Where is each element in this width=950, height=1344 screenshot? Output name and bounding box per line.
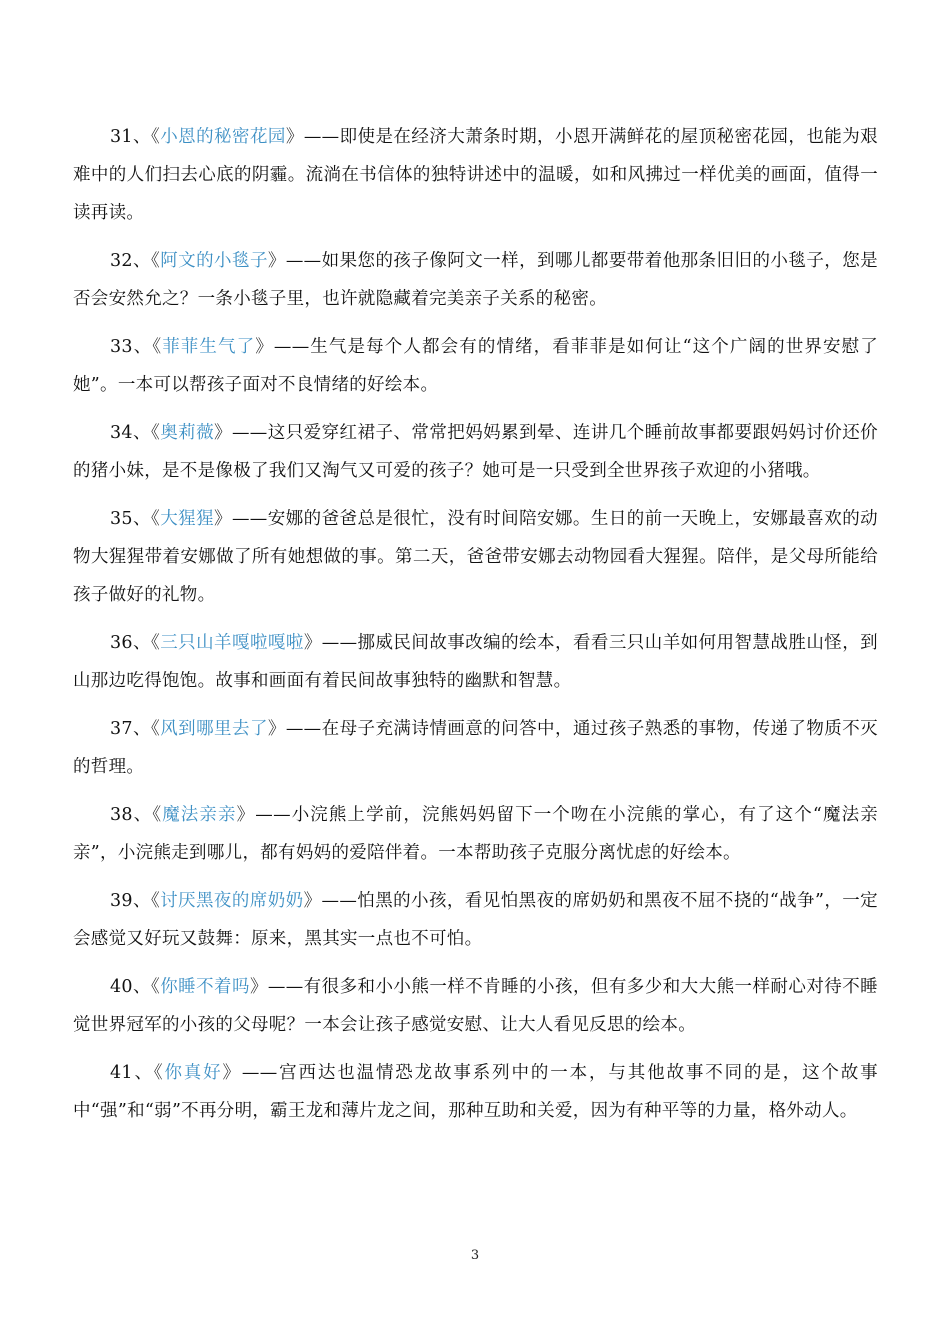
entry-description: ——这只爱穿红裙子、常常把妈妈累到晕、连讲几个睡前故事都要跟妈妈讨价还价的猪小妹，是不是像极了我们又淘气又可爱的孩子？她可是一只受到全世界孩子欢迎的小猪哦。 <box>73 423 878 481</box>
entry-number: 37、 <box>110 719 151 739</box>
book-title-link[interactable]: 你真好 <box>164 1063 223 1083</box>
title-open-bracket: 《 <box>150 633 161 653</box>
book-title-link[interactable]: 讨厌黑夜的席奶奶 <box>160 891 304 911</box>
title-close-bracket: 》 <box>236 805 256 825</box>
entry-number: 32、 <box>110 251 151 271</box>
entry-number: 34、 <box>110 423 151 443</box>
book-entry-32 <box>73 242 878 318</box>
title-close-bracket: 》 <box>303 891 322 911</box>
title-open-bracket: 《 <box>150 509 161 529</box>
entry-description: ——宫西达也温情恐龙故事系列中的一本，与其他故事不同的是，这个故事中“强”和“弱”不再分明，霸王龙和薄片龙之间，那种互助和关爱，因为有种平等的力量，格外动人。 <box>73 1063 878 1121</box>
title-close-bracket: 》 <box>255 337 274 357</box>
entry-number: 38、 <box>110 805 153 825</box>
title-open-bracket: 《 <box>152 337 163 357</box>
entry-description: ——挪威民间故事改编的绘本，看看三只山羊如何用智慧战胜山怪，到山那边吃得饱饱。故事和画面有着民间故事独特的幽默和智慧。 <box>73 633 878 691</box>
title-open-bracket: 《 <box>152 805 163 825</box>
entry-number: 31、 <box>110 127 151 147</box>
entry-number: 36、 <box>110 633 151 653</box>
book-title-link[interactable]: 风到哪里去了 <box>160 719 268 739</box>
entry-description: ——安娜的爸爸总是很忙，没有时间陪安娜。生日的前一天晚上，安娜最喜欢的动物大猩猩带着安娜做了所有她想做的事。第二天，爸爸带安娜去动物园看大猩猩。陪伴，是父母所能给孩子做好的礼物。 <box>73 509 878 605</box>
entry-number: 41、 <box>110 1063 154 1083</box>
title-open-bracket: 《 <box>150 891 161 911</box>
title-close-bracket: 》 <box>222 1063 242 1083</box>
book-entry-39 <box>73 882 878 958</box>
entry-number: 39、 <box>110 891 151 911</box>
title-close-bracket: 》 <box>303 633 322 653</box>
entry-description: ——在母子充满诗情画意的问答中，通过孩子熟悉的事物，传递了物质不灭的哲理。 <box>73 719 878 777</box>
book-entry-41 <box>73 1054 878 1130</box>
book-entry-33 <box>73 328 878 404</box>
entry-number: 33、 <box>110 337 153 357</box>
page-number: 3 <box>470 1248 480 1263</box>
book-title-link[interactable]: 小恩的秘密花园 <box>160 127 286 147</box>
title-open-bracket: 《 <box>153 1063 165 1083</box>
title-open-bracket: 《 <box>150 251 161 271</box>
entry-number: 40、 <box>110 977 151 997</box>
entry-description: ——怕黑的小孩，看见怕黑夜的席奶奶和黑夜不屈不挠的“战争”，一定会感觉又好玩又鼓舞：原来，黑其实一点也不可怕。 <box>73 891 878 949</box>
title-close-bracket: 》 <box>214 423 232 443</box>
book-title-link[interactable]: 你睡不着吗 <box>160 977 250 997</box>
title-open-bracket: 《 <box>150 423 161 443</box>
book-title-link[interactable]: 奥莉薇 <box>160 423 215 443</box>
entry-description: ——如果您的孩子像阿文一样，到哪儿都要带着他那条旧旧的小毯子，您是否会安然允之？一条小毯子里，也许就隐藏着完美亲子关系的秘密。 <box>73 251 878 309</box>
title-close-bracket: 》 <box>249 977 268 997</box>
book-title-link[interactable]: 菲菲生气了 <box>162 337 256 357</box>
book-title-link[interactable]: 大猩猩 <box>160 509 215 529</box>
book-title-link[interactable]: 三只山羊嘎啦嘎啦 <box>160 633 304 653</box>
book-entry-36 <box>73 624 878 700</box>
document-body <box>73 118 878 1140</box>
book-entry-31 <box>73 118 878 232</box>
title-open-bracket: 《 <box>150 977 161 997</box>
entry-description: ——有很多和小小熊一样不肯睡的小孩，但有多少和大大熊一样耐心对待不睡觉世界冠军的小孩的父母呢？一本会让孩子感觉安慰、让大人看见反思的绘本。 <box>73 977 878 1035</box>
book-entry-37 <box>73 710 878 786</box>
entry-number: 35、 <box>110 509 151 529</box>
title-close-bracket: 》 <box>267 251 286 271</box>
entry-description: ——小浣熊上学前，浣熊妈妈留下一个吻在小浣熊的掌心，有了这个“魔法亲亲”，小浣熊走到哪儿，都有妈妈的爱陪伴着。一本帮助孩子克服分离忧虑的好绘本。 <box>73 805 879 863</box>
title-open-bracket: 《 <box>150 719 161 739</box>
entry-description: ——生气是每个人都会有的情绪，看菲菲是如何让“这个广阔的世界安慰了她”。一本可以帮孩子面对不良情绪的好绘本。 <box>73 337 878 395</box>
title-close-bracket: 》 <box>267 719 286 739</box>
title-close-bracket: 》 <box>285 127 304 147</box>
book-title-link[interactable]: 魔法亲亲 <box>162 805 237 825</box>
book-entry-34 <box>73 414 878 490</box>
book-entry-38 <box>73 796 878 872</box>
book-title-link[interactable]: 阿文的小毯子 <box>160 251 268 271</box>
book-entry-35 <box>73 500 878 614</box>
entry-description: ——即使是在经济大萧条时期，小恩开满鲜花的屋顶秘密花园，也能为艰难中的人们扫去心底的阴霾。流淌在书信体的独特讲述中的温暖，如和风拂过一样优美的画面，值得一读再读。 <box>73 127 878 223</box>
book-entry-40 <box>73 968 878 1044</box>
title-close-bracket: 》 <box>214 509 232 529</box>
title-open-bracket: 《 <box>150 127 161 147</box>
